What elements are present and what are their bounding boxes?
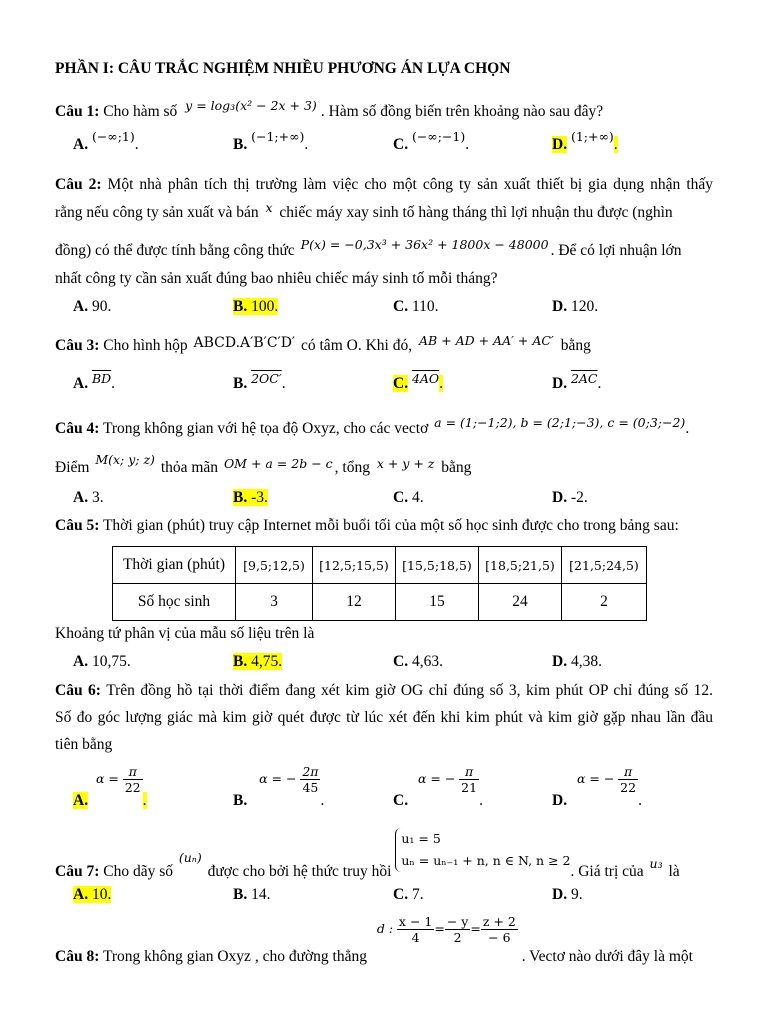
- table-cell: 24: [479, 584, 562, 621]
- q7-option-c: C. 7.: [393, 886, 424, 903]
- question-1: Câu 1: Cho hàm số $^{y = log_3(x^2 - 2x + 3)}$ . Hàm số đồng biến trên khoảng nào sau đây?: [55, 98, 604, 120]
- q1-option-d-correct: D. $^{(1;+\infty)}$.: [552, 129, 618, 153]
- table-header-cell: Số học sinh: [113, 584, 236, 621]
- q6-option-c: C. α = − $\frac{\pi}{21}$ .: [393, 764, 483, 810]
- question-2-line-4: nhất công ty cần sản xuất đúng bao nhiêu chiếc máy sinh tố mỗi tháng?: [55, 270, 498, 287]
- question-5: Câu 5: Thời gian (phút) truy cập Internet mỗi buổi tối của một số học sinh được cho trong bảng sau:: [55, 517, 679, 534]
- q4-vectors: a = (1;−1;2), b = (2;1;−3), c = (0;3;−2): [434, 415, 686, 430]
- q3-option-a: A. $^{\overline{BD}}$.: [73, 371, 116, 392]
- q5-option-c: C. 4,63.: [393, 653, 443, 670]
- q5-option-d: D. 4,38.: [552, 653, 602, 670]
- q4-option-a: A. 3.: [73, 489, 104, 506]
- q6-option-b: B. α = − $\frac{2\pi}{45}$ .: [233, 764, 325, 810]
- question-6-line-2: Số đo góc lượng giác mà kim giờ quét được từ lúc xét đến khi kim phút và kim giờ gặp nhau lần đầu: [55, 709, 713, 726]
- question-2-line-2: rằng nếu công ty sản xuất và bán $^x$ chiếc máy xay sinh tố hàng tháng thì lợi nhuận thu được (nghìn: [55, 200, 673, 221]
- question-6-line-1: Câu 6: Trên đồng hồ tại thời điểm đang xét kim giờ OG chỉ đúng số 3, kim phút OP chỉ đúng số 12.: [55, 682, 713, 699]
- table-cell: [15,5;18,5): [396, 547, 479, 584]
- q7-option-a-correct: A. 10.: [73, 886, 112, 903]
- table-cell: 2: [562, 584, 647, 621]
- q1-formula: y = log₃(x² − 2x + 3): [185, 98, 317, 113]
- q4-option-b-correct: B. -3.: [233, 489, 268, 506]
- q7-option-d: D. 9.: [552, 886, 583, 903]
- q7-option-b: B. 14.: [233, 886, 271, 903]
- q3-option-d: D. $^{2AC}$.: [552, 371, 602, 392]
- question-4-line-1: Câu 4: Trong không gian với hệ tọa độ Oxyz, cho các vectơ $^{a = (1;-1;2), b = (2;1;-3), c = (0;3;-2)}$.: [55, 415, 690, 437]
- table-cell: 12: [313, 584, 396, 621]
- table-cell: [21,5;24,5): [562, 547, 647, 584]
- q2-option-d: D. 120.: [552, 298, 599, 315]
- question-2-line-1: Câu 2: Một nhà phân tích thị trường làm việc cho một công ty sản xuất thiết bị gia dụng nhận thấy: [55, 176, 714, 193]
- q1-option-c: C. $^{(-\infty;-1)}$.: [393, 129, 470, 153]
- table-row: [113, 547, 647, 584]
- table-cell: [12,5;15,5): [313, 547, 396, 584]
- question-6-line-3: tiên bằng: [55, 736, 113, 753]
- q3-option-b: B. $^{2OC'}$.: [233, 371, 286, 392]
- q5-option-b-correct: B. 4,75.: [233, 653, 283, 670]
- table-cell: 15: [396, 584, 479, 621]
- table-header-cell: Thời gian (phút): [113, 547, 236, 584]
- q2-option-c: C. 110.: [393, 298, 439, 315]
- table-cell: [9,5;12,5): [236, 547, 313, 584]
- q2-option-b-correct: B. 100.: [233, 298, 279, 315]
- q4-option-c: C. 4.: [393, 489, 424, 506]
- section-title: PHẦN I: CÂU TRẮC NGHIỆM NHIỀU PHƯƠNG ÁN LỰA CHỌN: [55, 60, 511, 77]
- frequency-table: [112, 546, 647, 621]
- q3-option-c-correct: C. $^{4AO}$.: [393, 371, 444, 392]
- question-7: Câu 7: Cho dãy số $_{(u_n)}$ được cho bởi hệ thức truy hồi u₁ = 5 uₙ = uₙ₋₁ + n, n ∈ N, n ≥ 2 . Giá trị của $_{u_3}$ là: [55, 828, 713, 872]
- q3-vector-sum: AB + AD + AA′ + AC′: [418, 333, 554, 348]
- q7-recurrence-system: u₁ = 5 uₙ = uₙ₋₁ + n, n ∈ N, n ≥ 2: [395, 828, 570, 872]
- q2-formula: P(x) = −0,3x³ + 36x² + 1800x − 48000: [300, 237, 549, 252]
- question-4-line-2: Điểm $^{M(x; y; z)}$ thỏa mãn $^{OM + a = 2b - c}$ , tổng $^{x + y + z}$ bằng: [55, 452, 472, 476]
- q5-option-a: A. 10,75.: [73, 653, 131, 670]
- table-row: [113, 584, 647, 621]
- question-8: Câu 8: Trong không gian Oxyz , cho đường thẳng d : $\frac{x - 1}{4}$ = $\frac{- y}{2}$ = $\frac{z + 2}{- 6}$ . Vectơ nào dưới đây là một: [55, 914, 693, 966]
- q6-option-a-correct: A. α = $\frac{\pi}{22}$ .: [73, 764, 147, 810]
- q4-option-d: D. -2.: [552, 489, 588, 506]
- q1-option-a: A. $^{(-\infty;1)}$.: [73, 129, 139, 153]
- question-2-line-3: đồng) có thể được tính bằng công thức $^{P(x) = -0,3x^3 + 36x^2 + 1800x - 48000}$ . Để có lợi nhuận lớn: [55, 237, 682, 259]
- question-3: Câu 3: Cho hình hộp ABCD.A′B′C′D′ có tâm O. Khi đó, $^{AB + AD + AA' + AC'}$ bằng: [55, 333, 591, 354]
- q6-option-d: D. α = − $\frac{\pi}{22}$ .: [552, 764, 642, 810]
- q2-option-a: A. 90.: [73, 298, 112, 315]
- q1-option-b: B. $^{(-1;+\infty)}$.: [233, 129, 309, 153]
- question-5-prompt: Khoảng tứ phân vị của mẫu số liệu trên là: [55, 625, 315, 642]
- table-cell: [18,5;21,5): [479, 547, 562, 584]
- table-cell: 3: [236, 584, 313, 621]
